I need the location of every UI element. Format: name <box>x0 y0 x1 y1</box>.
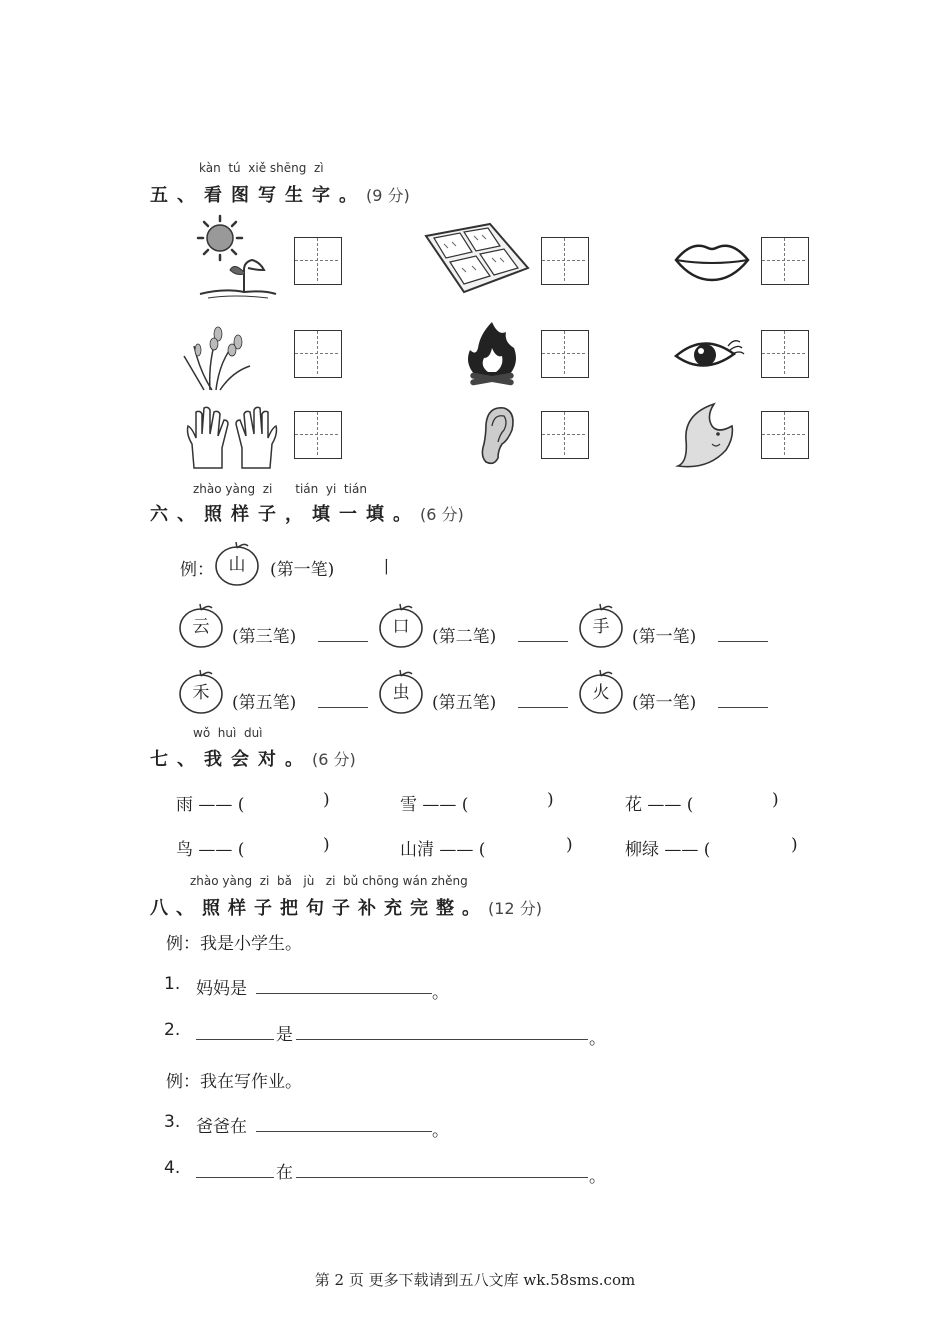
pair-word: 鸟 —— ( <box>176 840 245 860</box>
apple-char-item <box>578 600 624 646</box>
lips-icon <box>672 236 752 286</box>
question-number: 1. <box>164 974 181 994</box>
pair-word: 雪 —— ( <box>400 795 469 815</box>
answer-blank[interactable] <box>256 1130 432 1132</box>
stroke-order: (第一笔) <box>632 693 697 713</box>
apple-char-item <box>378 600 424 646</box>
pair-word: 山清 —— ( <box>400 840 486 860</box>
pair-close: ) <box>772 790 779 810</box>
writing-grid[interactable] <box>541 330 589 378</box>
page-footer: 第 2 页 更多下载请到五八文库 wk.58sms.com <box>314 1271 636 1289</box>
section8-title: 八、照样子把句子补充完整。 <box>150 898 488 919</box>
picture-sun-sprout <box>184 212 284 302</box>
answer-blank[interactable] <box>296 1176 588 1178</box>
stroke-order: (第一笔) <box>632 627 697 647</box>
writing-grid[interactable] <box>294 411 342 459</box>
section8-pinyin: zhào yàng zi bǎ jù zi bǔ chōng wán zhěng <box>190 874 468 888</box>
answer-blank[interactable] <box>196 1176 274 1178</box>
picture-crescent-moon <box>674 400 738 470</box>
section5-pinyin: kàn tú xiě shēng zì <box>199 161 324 175</box>
section5-heading <box>150 181 410 207</box>
question-number: 3. <box>164 1112 181 1132</box>
sentence-start: 爸爸在 <box>196 1117 247 1137</box>
answer-blank[interactable] <box>196 1038 274 1040</box>
example-label: 例： <box>180 560 214 580</box>
picture-fire <box>462 318 522 390</box>
apple-char: 手 <box>592 617 610 637</box>
writing-grid[interactable] <box>761 411 809 459</box>
apple-char-item <box>378 666 424 712</box>
hands-icon <box>184 404 280 470</box>
stroke-order: (第二笔) <box>432 627 497 647</box>
example-sentence-2: 例：我在写作业。 <box>166 1072 302 1092</box>
answer-blank[interactable] <box>718 706 768 708</box>
question-number: 2. <box>164 1020 181 1040</box>
ear-icon <box>476 404 516 466</box>
pair-close: ) <box>566 835 573 855</box>
section7-title: 七、我会对。 <box>150 749 312 770</box>
answer-blank[interactable] <box>718 640 768 642</box>
writing-grid[interactable] <box>541 411 589 459</box>
apple-char: 口 <box>392 617 410 637</box>
picture-ear <box>476 404 516 466</box>
sentence-period: 。 <box>589 1029 606 1049</box>
fire-icon <box>462 318 522 390</box>
sentence-period: 。 <box>589 1167 606 1187</box>
section7-pinyin: wǒ huì duì <box>193 726 263 740</box>
sentence-middle: 是 <box>276 1025 293 1045</box>
sentence-period: 。 <box>432 1121 449 1141</box>
sentence-period: 。 <box>432 983 449 1003</box>
apple-char-item <box>578 666 624 712</box>
answer-blank[interactable] <box>518 640 568 642</box>
writing-grid[interactable] <box>294 237 342 285</box>
section7-heading <box>150 745 356 771</box>
apple-char-item <box>178 666 224 712</box>
eye-icon <box>672 332 748 378</box>
question-number: 4. <box>164 1158 181 1178</box>
writing-grid[interactable] <box>761 237 809 285</box>
pair-close: ) <box>791 835 798 855</box>
apple-char-example <box>214 538 260 584</box>
section5-title: 五、看图写生字。 <box>150 185 366 206</box>
apple-char: 火 <box>592 683 610 703</box>
sun-sprout-icon <box>184 212 284 302</box>
example-stroke: (第一笔) <box>270 560 335 580</box>
stroke-order: (第五笔) <box>432 693 497 713</box>
picture-rice-plant <box>180 316 260 392</box>
pair-close: ) <box>323 790 330 810</box>
crescent-moon-icon <box>674 400 738 470</box>
answer-blank[interactable] <box>296 1038 588 1040</box>
section6-score: (6 分) <box>420 505 464 524</box>
rice-plant-icon <box>180 316 260 392</box>
section8-score: (12 分) <box>488 899 542 918</box>
pair-word: 花 —— ( <box>625 795 694 815</box>
apple-char: 山 <box>228 555 246 575</box>
section5-score: (9 分) <box>366 186 410 205</box>
apple-char: 云 <box>192 617 210 637</box>
writing-grid[interactable] <box>294 330 342 378</box>
sentence-start: 妈妈是 <box>196 979 247 999</box>
apple-char-item <box>178 600 224 646</box>
answer-blank[interactable] <box>518 706 568 708</box>
section8-heading <box>150 894 542 920</box>
pair-word: 柳绿 —— ( <box>625 840 711 860</box>
section6-heading <box>150 500 464 526</box>
stroke-order: (第五笔) <box>232 693 297 713</box>
answer-blank[interactable] <box>318 640 368 642</box>
section6-title: 六、照样子，填一填。 <box>150 504 420 525</box>
writing-grid[interactable] <box>761 330 809 378</box>
pair-word: 雨 —— ( <box>176 795 245 815</box>
example-answer: 丨 <box>378 558 395 578</box>
field-plots-icon <box>420 218 532 298</box>
section6-pinyin: zhào yàng zi tián yi tián <box>193 482 367 496</box>
picture-eye <box>672 332 748 378</box>
picture-hands <box>184 404 280 470</box>
example-sentence-1: 例：我是小学生。 <box>166 934 302 954</box>
answer-blank[interactable] <box>256 992 432 994</box>
writing-grid[interactable] <box>541 237 589 285</box>
picture-lips <box>672 236 752 286</box>
picture-field-plots <box>420 218 532 308</box>
apple-char: 虫 <box>392 683 410 703</box>
section7-score: (6 分) <box>312 750 356 769</box>
pair-close: ) <box>323 835 330 855</box>
apple-char: 禾 <box>192 683 210 703</box>
sentence-middle: 在 <box>276 1163 293 1183</box>
answer-blank[interactable] <box>318 706 368 708</box>
pair-close: ) <box>547 790 554 810</box>
stroke-order: (第三笔) <box>232 627 297 647</box>
